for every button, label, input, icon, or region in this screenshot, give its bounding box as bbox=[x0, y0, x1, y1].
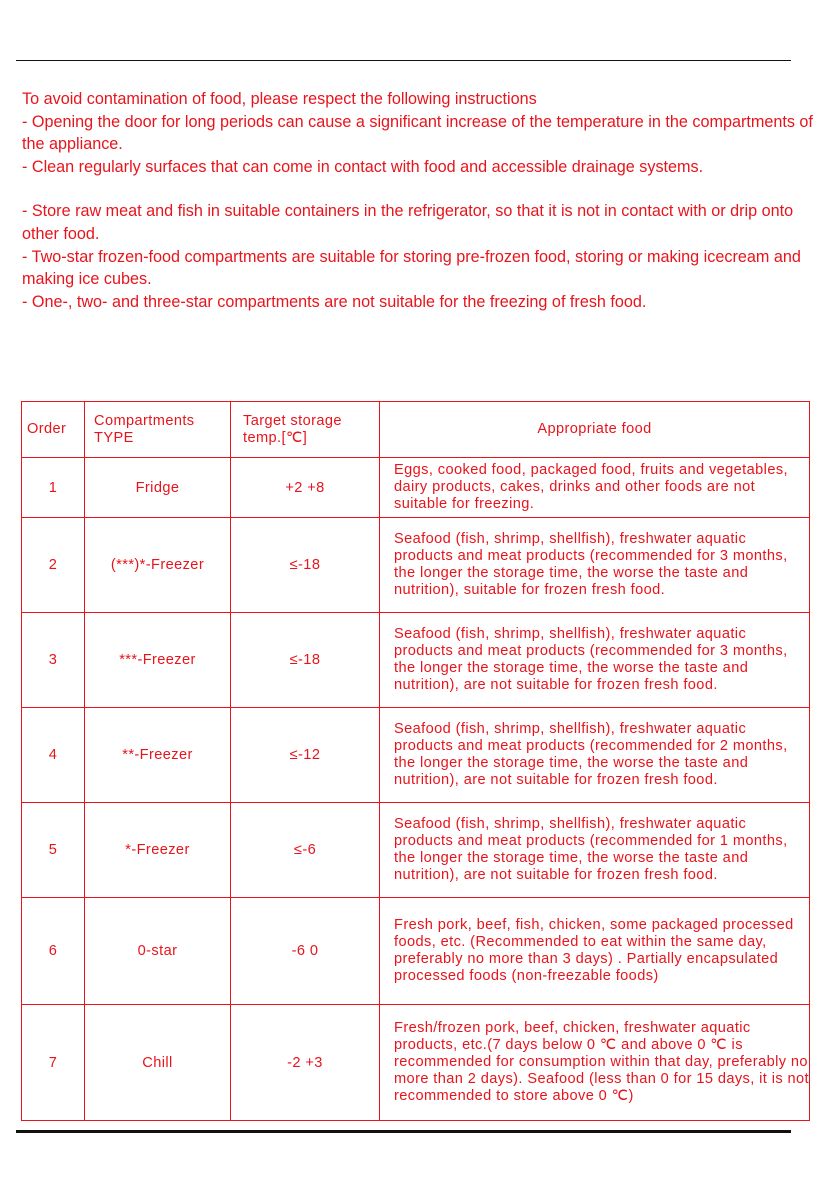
row-temp: +2 +8 bbox=[231, 458, 380, 518]
table-row bbox=[22, 803, 810, 898]
instruction-item: - One-, two- and three-star compartments are not suitable for the freezing of fresh food. bbox=[22, 292, 647, 311]
row-temp: ≤-12 bbox=[231, 708, 380, 803]
row-temp: ≤-6 bbox=[231, 803, 380, 898]
instruction-item: - Clean regularly surfaces that can come in contact with food and accessible drainage systems. bbox=[22, 157, 704, 176]
header-order: Order bbox=[22, 402, 85, 458]
instruction-item: - Two-star frozen-food compartments are suitable for storing pre-frozen food, storing or making icecream and making ice cubes. bbox=[22, 247, 801, 289]
row-order: 4 bbox=[22, 708, 85, 803]
bottom-divider bbox=[16, 1130, 791, 1133]
row-type: 0-star bbox=[85, 898, 231, 1005]
instructions-block bbox=[22, 88, 822, 313]
instruction-item: - Store raw meat and fish in suitable containers in the refrigerator, so that it is not in contact with or drip onto other food. bbox=[22, 202, 794, 243]
table-row bbox=[22, 708, 810, 803]
row-type: (***)*-Freezer bbox=[85, 518, 231, 613]
row-temp: -2 +3 bbox=[231, 1005, 380, 1121]
table-row bbox=[22, 1005, 810, 1121]
row-food: Seafood (fish, shrimp, shellfish), freshwater aquatic products and meat products (recommended for 3 months, the longer the storage time, the worse the taste and nutrition), suitable for frozen fresh food. bbox=[380, 518, 810, 613]
table-row bbox=[22, 458, 810, 518]
storage-table bbox=[21, 401, 810, 1121]
row-type: *-Freezer bbox=[85, 803, 231, 898]
row-food: Seafood (fish, shrimp, shellfish), freshwater aquatic products and meat products (recommended for 2 months, the longer the storage time, the worse the taste and nutrition), are not suitable for frozen fresh food. bbox=[380, 708, 810, 803]
table-row bbox=[22, 518, 810, 613]
header-type-line1: Compartments bbox=[94, 412, 195, 429]
row-type: ***-Freezer bbox=[85, 613, 231, 708]
row-order: 7 bbox=[22, 1005, 85, 1121]
row-type: **-Freezer bbox=[85, 708, 231, 803]
row-order: 1 bbox=[22, 458, 85, 518]
row-food: Seafood (fish, shrimp, shellfish), freshwater aquatic products and meat products (recommended for 3 months, the longer the storage time, the worse the taste and nutrition), are not suitable for frozen fresh food. bbox=[380, 613, 810, 708]
row-food: Fresh pork, beef, fish, chicken, some packaged processed foods, etc. (Recommended to eat within the same day, preferably no more than 3 days) . Partially encapsulated processed foods (non-freezable foods) bbox=[380, 898, 810, 1005]
row-order: 6 bbox=[22, 898, 85, 1005]
instruction-item: - Opening the door for long periods can cause a significant increase of the temperature in the compartments of the appliance. bbox=[22, 112, 813, 154]
row-order: 2 bbox=[22, 518, 85, 613]
row-temp: -6 0 bbox=[231, 898, 380, 1005]
instructions-heading: To avoid contamination of food, please respect the following instructions bbox=[22, 90, 537, 108]
header-type-line2: TYPE bbox=[94, 429, 134, 446]
table-header-row bbox=[22, 402, 810, 458]
table-row bbox=[22, 613, 810, 708]
header-compartment-type bbox=[85, 402, 231, 458]
row-type: Fridge bbox=[85, 458, 231, 518]
row-type: Chill bbox=[85, 1005, 231, 1121]
row-food: Fresh/frozen pork, beef, chicken, freshwater aquatic products, etc.(7 days below 0 ℃ and above 0 ℃ is recommended for consumption within that day, preferably no more than 2 days). Seafood (less than 0 for 15 days, it is not recommended to store above 0 ℃) bbox=[380, 1005, 810, 1121]
table-row bbox=[22, 898, 810, 1005]
row-food: Eggs, cooked food, packaged food, fruits and vegetables, dairy products, cakes, drinks and other foods are not suitable for freezing. bbox=[380, 458, 810, 518]
header-target-temp bbox=[231, 402, 380, 458]
row-food: Seafood (fish, shrimp, shellfish), freshwater aquatic products and meat products (recommended for 1 months, the longer the storage time, the worse the taste and nutrition), are not suitable for frozen fresh food. bbox=[380, 803, 810, 898]
row-temp: ≤-18 bbox=[231, 518, 380, 613]
row-order: 3 bbox=[22, 613, 85, 708]
header-temp-line2: temp.[℃] bbox=[243, 429, 308, 446]
row-order: 5 bbox=[22, 803, 85, 898]
row-temp: ≤-18 bbox=[231, 613, 380, 708]
header-appropriate-food: Appropriate food bbox=[380, 402, 810, 458]
header-temp-line1: Target storage bbox=[243, 412, 342, 429]
top-divider bbox=[16, 60, 791, 61]
